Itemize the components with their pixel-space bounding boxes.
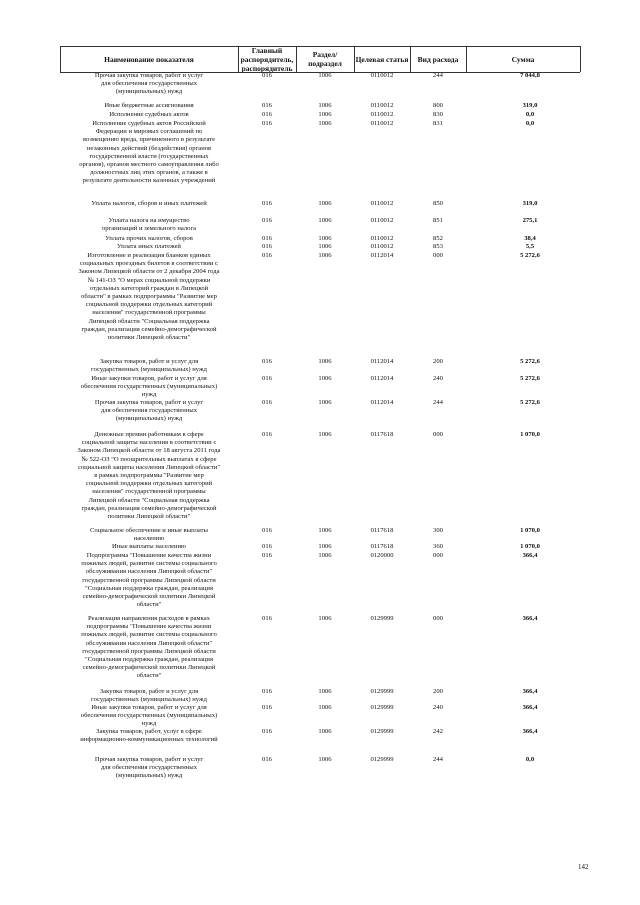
row-section: 1006 bbox=[318, 704, 332, 711]
row-sum: 0,0 bbox=[525, 120, 535, 127]
row-target-article: 0112014 bbox=[370, 375, 394, 382]
row-section: 1006 bbox=[318, 217, 332, 224]
row-target-article: 0110012 bbox=[370, 235, 394, 242]
row-main-manager: 016 bbox=[262, 120, 272, 127]
row-name: Уплата налога на имущество организаций и земельного налога bbox=[101, 217, 197, 233]
header-section: Раздел/подраздел bbox=[308, 50, 342, 68]
row-name: Социальное обеспечение и иные выплаты населению bbox=[90, 527, 208, 543]
row-target-article: 0129999 bbox=[370, 615, 394, 622]
row-expense-type: 244 bbox=[433, 72, 443, 79]
row-section: 1006 bbox=[318, 756, 332, 763]
row-expense-type: 200 bbox=[433, 358, 443, 365]
row-sum: 5 272,6 bbox=[520, 375, 540, 382]
row-target-article: 0129999 bbox=[370, 688, 394, 695]
row-section: 1006 bbox=[318, 615, 332, 622]
header-expense-type: Вид расхода bbox=[417, 54, 459, 64]
row-name: Прочая закупка товаров, работ и услуг для обеспечения государственных (муниципальных) нужд bbox=[94, 72, 204, 96]
row-section: 1006 bbox=[318, 552, 332, 559]
row-name: Закупка товаров, работ, услуг в сфере информационно-коммуникационных технологий bbox=[80, 728, 218, 744]
row-name: Исполнение судебных актов Российской Федерации и мировых соглашений по возмещению вреда, причиненного в результате незаконных действий (бездействия) органов государственной власти (государственных органов), органов местного самоуправления либо должностных лиц этих органов, а также в результате деятельности казенных учреждений bbox=[79, 120, 219, 185]
row-main-manager: 016 bbox=[262, 235, 272, 242]
row-expense-type: 360 bbox=[433, 543, 443, 550]
row-sum: 0,0 bbox=[525, 756, 535, 763]
row-section: 1006 bbox=[318, 235, 332, 242]
row-main-manager: 016 bbox=[262, 527, 272, 534]
row-name: Прочая закупка товаров, работ и услуг для обеспечения государственных (муниципальных) нужд bbox=[94, 756, 204, 780]
row-main-manager: 016 bbox=[262, 72, 272, 79]
row-section: 1006 bbox=[318, 252, 332, 259]
row-section: 1006 bbox=[318, 431, 332, 438]
column-divider bbox=[580, 46, 581, 72]
row-sum: 366,4 bbox=[522, 688, 538, 695]
row-section: 1006 bbox=[318, 688, 332, 695]
row-section: 1006 bbox=[318, 111, 332, 118]
row-expense-type: 244 bbox=[433, 756, 443, 763]
row-main-manager: 016 bbox=[262, 358, 272, 365]
row-section: 1006 bbox=[318, 200, 332, 207]
row-sum: 1 070,0 bbox=[520, 527, 540, 534]
row-expense-type: 244 bbox=[433, 399, 443, 406]
row-target-article: 0112014 bbox=[370, 252, 394, 259]
header-sum: Сумма bbox=[511, 54, 535, 64]
row-section: 1006 bbox=[318, 728, 332, 735]
row-target-article: 0117618 bbox=[370, 543, 394, 550]
row-main-manager: 016 bbox=[262, 102, 272, 109]
row-main-manager: 016 bbox=[262, 552, 272, 559]
row-sum: 319,0 bbox=[522, 200, 538, 207]
row-expense-type: 000 bbox=[433, 615, 443, 622]
row-sum: 366,4 bbox=[522, 552, 538, 559]
row-main-manager: 016 bbox=[262, 399, 272, 406]
row-section: 1006 bbox=[318, 120, 332, 127]
row-target-article: 0117618 bbox=[370, 527, 394, 534]
row-main-manager: 016 bbox=[262, 728, 272, 735]
row-name: Иные выплаты населению bbox=[112, 543, 186, 550]
row-target-article: 0110012 bbox=[370, 217, 394, 224]
row-sum: 1 070,0 bbox=[520, 543, 540, 550]
row-expense-type: 853 bbox=[433, 243, 443, 250]
row-target-article: 0129999 bbox=[370, 756, 394, 763]
row-main-manager: 016 bbox=[262, 252, 272, 259]
row-sum: 5 272,6 bbox=[520, 252, 540, 259]
row-section: 1006 bbox=[318, 72, 332, 79]
row-name: Иные закупки товаров, работ и услуг для обеспечения государственных (муниципальных) нужд bbox=[80, 375, 218, 399]
row-expense-type: 240 bbox=[433, 375, 443, 382]
row-sum: 7 044,8 bbox=[520, 72, 540, 79]
row-sum: 5,5 bbox=[525, 243, 535, 250]
row-main-manager: 016 bbox=[262, 756, 272, 763]
row-name: Уплата иных платежей bbox=[117, 243, 181, 250]
row-expense-type: 240 bbox=[433, 704, 443, 711]
row-expense-type: 300 bbox=[433, 527, 443, 534]
row-main-manager: 016 bbox=[262, 375, 272, 382]
row-section: 1006 bbox=[318, 102, 332, 109]
row-expense-type: 800 bbox=[433, 102, 443, 109]
row-sum: 366,4 bbox=[522, 728, 538, 735]
page-number: 142 bbox=[578, 863, 589, 871]
row-target-article: 0110012 bbox=[370, 111, 394, 118]
row-target-article: 0129999 bbox=[370, 704, 394, 711]
row-name: Изготовление и реализация бланков единых социальных проездных билетов в соответствии с Законом Липецкой области от 2 декабря 2004 года № 141-ОЗ "О мерах социальной поддержки отдельных категорий граждан в Липецкой области" в рамках подпрограммы "Развитие мер социальной поддержки отдельных категорий населения" государственной программы Липецкой области "Социальная поддержка граждан, реализация семейно-демографической политики Липецкой области" bbox=[78, 252, 220, 342]
row-expense-type: 850 bbox=[433, 200, 443, 207]
row-target-article: 0110012 bbox=[370, 102, 394, 109]
row-sum: 5 272,6 bbox=[520, 358, 540, 365]
row-main-manager: 016 bbox=[262, 217, 272, 224]
row-expense-type: 242 bbox=[433, 728, 443, 735]
row-main-manager: 016 bbox=[262, 704, 272, 711]
row-name: Иные закупки товаров, работ и услуг для обеспечения государственных (муниципальных) нужд bbox=[80, 704, 218, 728]
row-expense-type: 830 bbox=[433, 111, 443, 118]
row-sum: 0,0 bbox=[525, 111, 535, 118]
row-name: Иные бюджетные ассигнования bbox=[104, 102, 194, 109]
row-main-manager: 016 bbox=[262, 111, 272, 118]
row-name: Уплата налогов, сборов и иных платежей bbox=[91, 200, 207, 207]
row-expense-type: 852 bbox=[433, 235, 443, 242]
row-sum: 275,1 bbox=[522, 217, 538, 224]
row-expense-type: 000 bbox=[433, 252, 443, 259]
row-expense-type: 200 bbox=[433, 688, 443, 695]
row-target-article: 0110012 bbox=[370, 200, 394, 207]
row-section: 1006 bbox=[318, 243, 332, 250]
row-main-manager: 016 bbox=[262, 543, 272, 550]
row-target-article: 0120000 bbox=[370, 552, 394, 559]
row-name: Исполнение судебных актов bbox=[109, 111, 189, 118]
row-name: Подпрограмма "Повышение качества жизни пожилых людей, развитие системы социального обслуживания населения Липецкой области" государственной программы Липецкой области "Социальная поддержка граждан, реализация семейно-демографической политики Липецкой области" bbox=[81, 552, 217, 609]
header-name: Наименование показателя bbox=[104, 54, 194, 64]
row-name: Прочая закупка товаров, работ и услуг для обеспечения государственных (муниципальных) нужд bbox=[94, 399, 204, 423]
row-sum: 366,4 bbox=[522, 615, 538, 622]
row-name: Уплата прочих налогов, сборов bbox=[105, 235, 193, 242]
row-sum: 1 070,0 bbox=[520, 431, 540, 438]
row-section: 1006 bbox=[318, 543, 332, 550]
row-name: Закупка товаров, работ и услуг для государственных (муниципальных) нужд bbox=[91, 358, 207, 374]
row-target-article: 0110012 bbox=[370, 243, 394, 250]
row-section: 1006 bbox=[318, 358, 332, 365]
row-target-article: 0110012 bbox=[370, 120, 394, 127]
row-sum: 319,0 bbox=[522, 102, 538, 109]
header-main-manager: Главный распорядитель, распорядитель bbox=[240, 45, 294, 73]
row-section: 1006 bbox=[318, 399, 332, 406]
header-target-article: Целевая статья bbox=[355, 54, 409, 64]
budget-table bbox=[60, 46, 580, 792]
row-name: Денежные премии работникам в сфере социальной защиты населения в соответствии с Законом Липецкой области от 18 августа 2011 года № 522-ОЗ "О поощрительных выплатах в сфере социальной защиты населения Липецкой области" в рамках подпрограммы "Развитие мер социальной поддержки отдельных категорий населения" государственной программы Липецкой области "Социальная поддержка граждан, реализация семейно-демографической политики Липецкой области" bbox=[77, 431, 221, 521]
row-expense-type: 000 bbox=[433, 431, 443, 438]
row-target-article: 0129999 bbox=[370, 728, 394, 735]
row-sum: 5 272,6 bbox=[520, 399, 540, 406]
row-section: 1006 bbox=[318, 375, 332, 382]
row-expense-type: 000 bbox=[433, 552, 443, 559]
row-target-article: 0110012 bbox=[370, 72, 394, 79]
row-expense-type: 831 bbox=[433, 120, 443, 127]
row-section: 1006 bbox=[318, 527, 332, 534]
row-target-article: 0112014 bbox=[370, 358, 394, 365]
row-main-manager: 016 bbox=[262, 200, 272, 207]
row-main-manager: 016 bbox=[262, 243, 272, 250]
row-sum: 38,4 bbox=[524, 235, 536, 242]
row-main-manager: 016 bbox=[262, 431, 272, 438]
row-expense-type: 851 bbox=[433, 217, 443, 224]
row-target-article: 0112014 bbox=[370, 399, 394, 406]
row-main-manager: 016 bbox=[262, 688, 272, 695]
row-main-manager: 016 bbox=[262, 615, 272, 622]
row-sum: 366,4 bbox=[522, 704, 538, 711]
row-name: Реализация направления расходов в рамках подпрограммы "Повышение качества жизни пожилых людей, развитие системы социального обслуживания населения Липецкой области" государственной программы Липецкой области "Социальная поддержка граждан, реализация семейно-демографической политики Липецкой области" bbox=[81, 615, 217, 680]
row-name: Закупка товаров, работ и услуг для государственных (муниципальных) нужд bbox=[91, 688, 207, 704]
row-target-article: 0117618 bbox=[370, 431, 394, 438]
